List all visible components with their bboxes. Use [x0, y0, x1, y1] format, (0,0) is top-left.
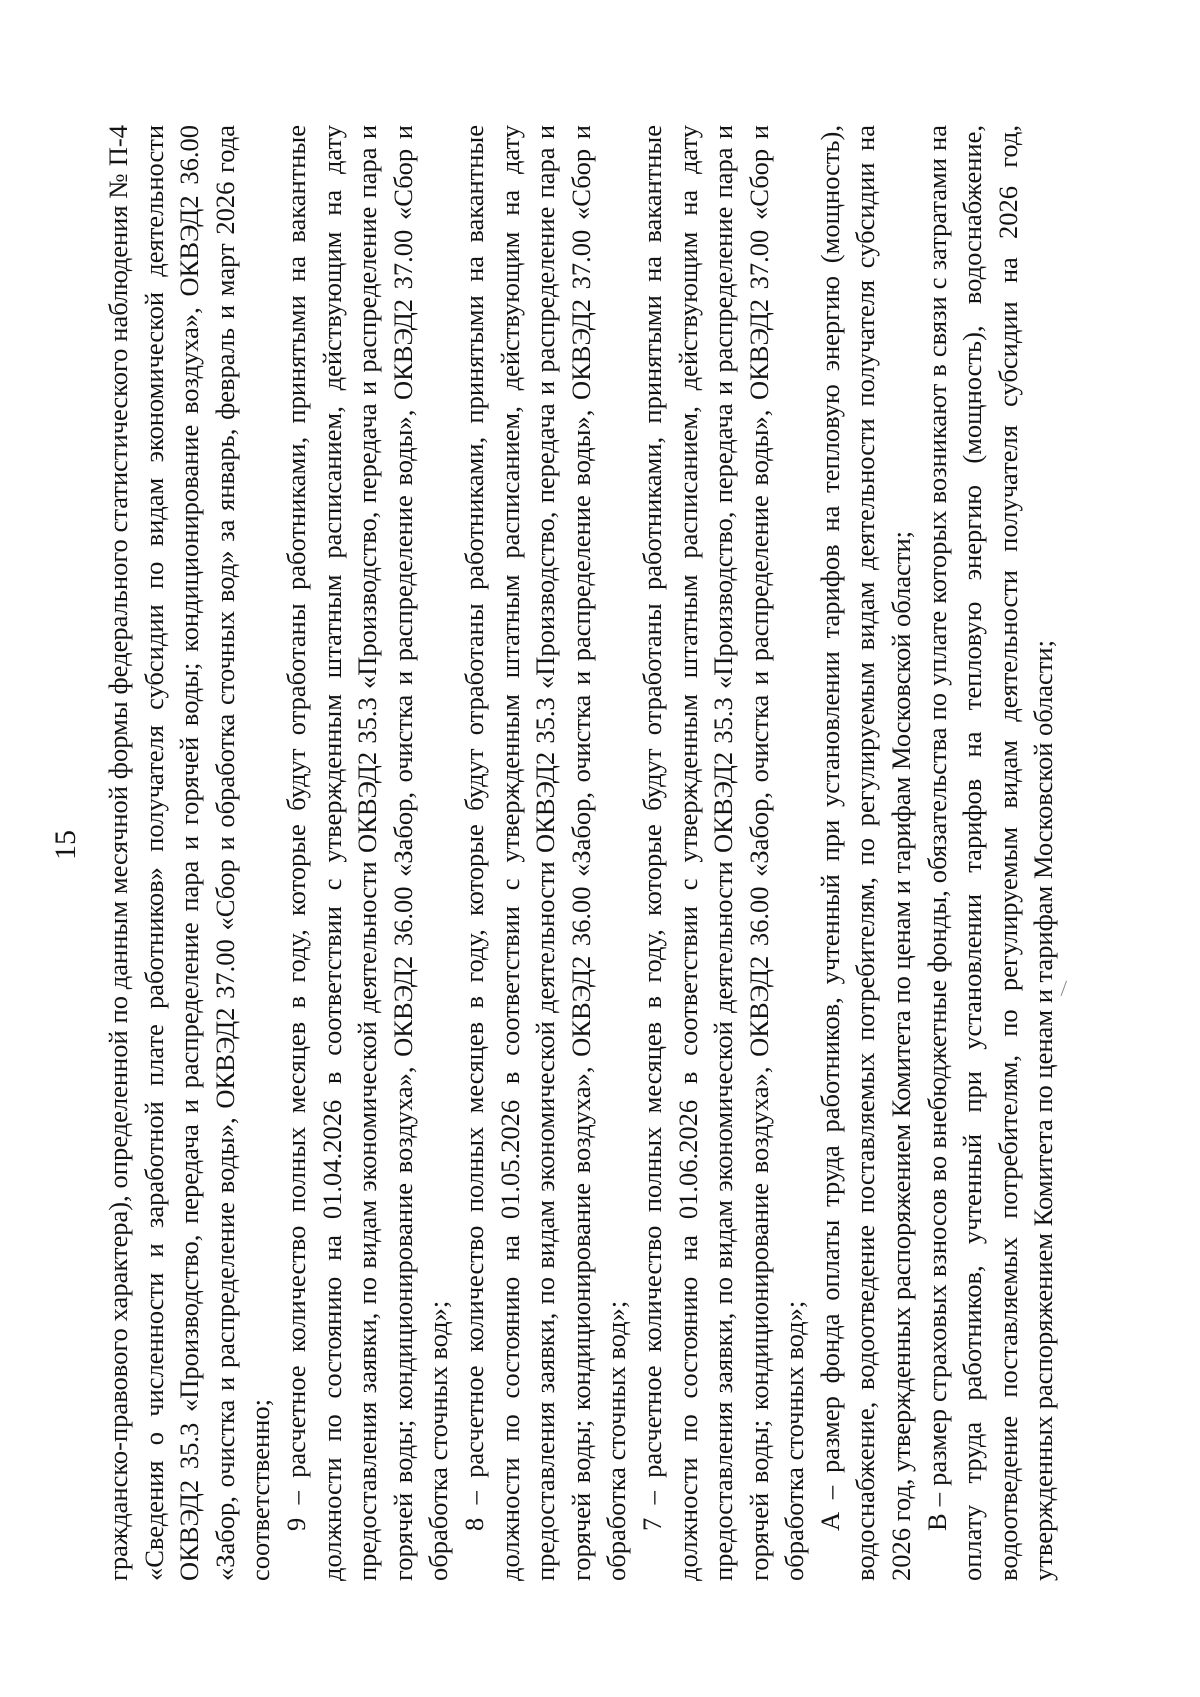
document-body: [101, 101, 1066, 1606]
page-number: 15: [49, 830, 82, 860]
paragraph-item-b: В – размер страховых взносов во внебюджетные фонды, обязательства по уплате которых возникают в связи с затратами на оплату труда работников, учтенный при установлении тарифов на тепловую энергию (мощность), водоснабжение, водоотведение поставляемых потребителям, по регулируемым видам деятельности получателя субсидии на 2026 год, утвержденных распоряжением Комитета по ценам и тарифам Московской области;: [921, 125, 1059, 1581]
paragraph-item-8: 8 – расчетное количество полных месяцев в году, которые будут отработаны работниками, принятыми на вакантные должности по состоянию на 01.05.2026 в соответствии с утвержденным штатным расписанием, действующим на дату предоставления заявки, по видам экономической деятельности ОКВЭД2 35.3 «Производство, передача и распределение пара и горячей воды; кондиционирование воздуха», ОКВЭД2 36.00 «Забор, очистка и распределение воды», ОКВЭД2 37.00 «Сбор и обработка сточных вод»;: [458, 125, 632, 1581]
paragraph-item-a: А – размер фонда оплаты труда работников, учтенный при установлении тарифов на тепловую энергию (мощность), водоснабжение, водоотведение поставляемых потребителям, по регулируемым видам деятельности получателя субсидии на 2026 год, утвержденных распоряжением Комитета по ценам и тарифам Московской области;: [814, 125, 917, 1581]
paragraph-item-9: 9 – расчетное количество полных месяцев в году, которые будут отработаны работниками, принятыми на вакантные должности по состоянию на 01.04.2026 в соответствии с утвержденным штатным расписанием, действующим на дату предоставления заявки, по видам экономической деятельности ОКВЭД2 35.3 «Производство, передача и распределение пара и горячей воды; кондиционирование воздуха», ОКВЭД2 36.00 «Забор, очистка и распределение воды», ОКВЭД2 37.00 «Сбор и обработка сточных вод»;: [280, 125, 454, 1581]
paragraph-continuation: гражданско-правового характера), определенной по данным месячной формы федерального статистического наблюдения № П-4 «Сведения о численности и заработной плате работников» получателя субсидии по видам экономической деятельности ОКВЭД2 35.3 «Производство, передача и распределение пара и горячей воды; кондиционирование воздуха», ОКВЭД2 36.00 «Забор, очистка и распределение воды», ОКВЭД2 37.00 «Сбор и обработка сточных вод» за январь, февраль и март 2026 года соответственно;: [103, 125, 276, 1581]
paragraph-item-7: 7 – расчетное количество полных месяцев в году, которые будут отработаны работниками, принятыми на вакантные должности по состоянию на 01.06.2026 в соответствии с утвержденным штатным расписанием, действующим на дату предоставления заявки, по видам экономической деятельности ОКВЭД2 35.3 «Производство, передача и распределение пара и горячей воды; кондиционирование воздуха», ОКВЭД2 36.00 «Забор, очистка и распределение воды», ОКВЭД2 37.00 «Сбор и обработка сточных вод»;: [636, 125, 810, 1581]
